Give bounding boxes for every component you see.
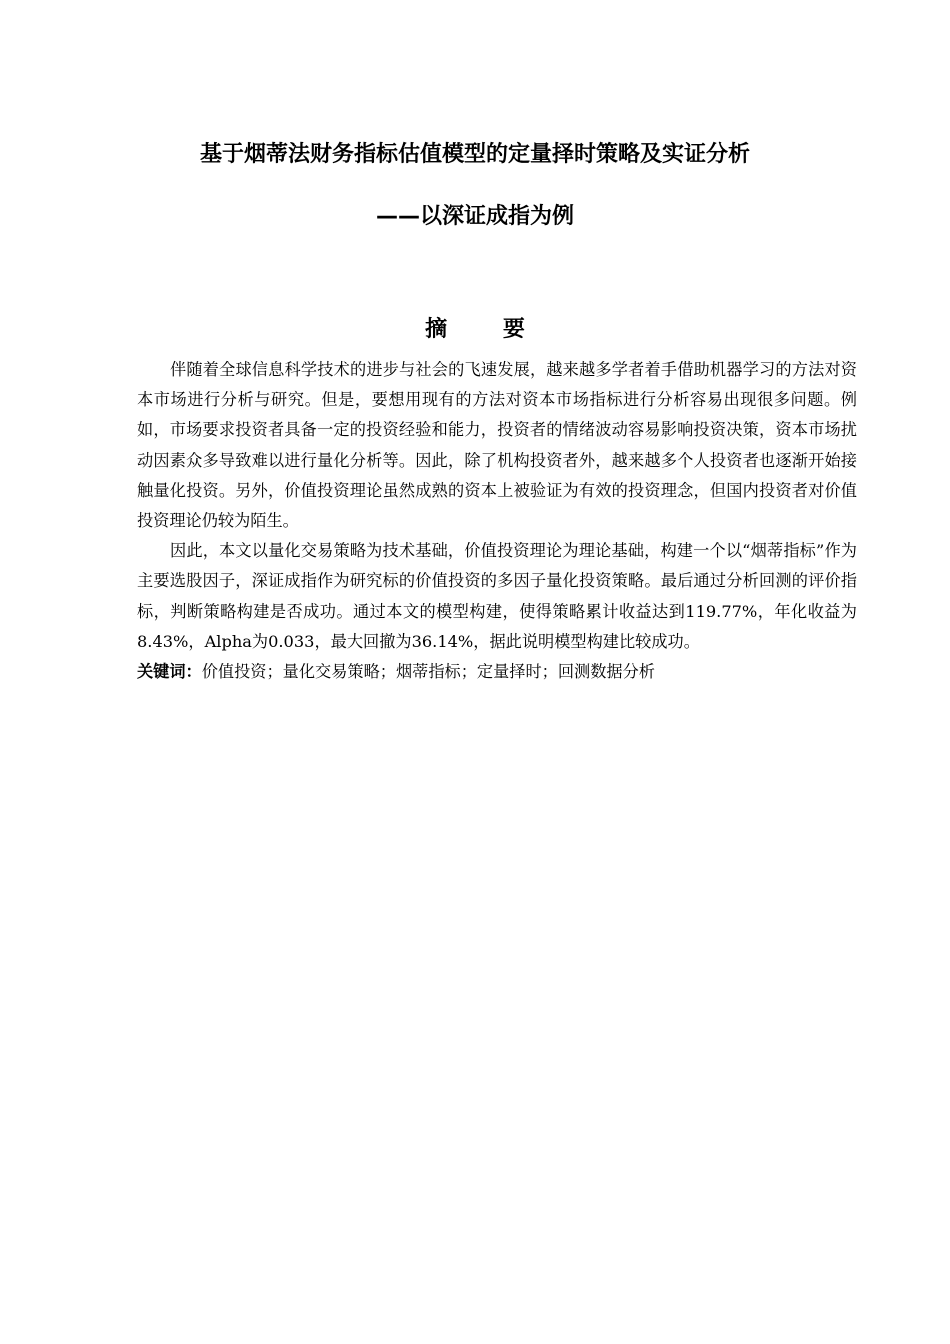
abstract-paragraph-2: 因此，本文以量化交易策略为技术基础，价值投资理论为理论基础，构建一个以“烟蒂指标”作为主要选股因子，深证成指作为研究标的价值投资的多因子量化投资策略。最后通过分析回测的评价指标，判断策略构建是否成功。通过本文的模型构建，使得策略累计收益达到119.77%，年化收益为8.43%，Alpha为0.033，最大回撤为36.14%，据此说明模型构建比较成功。 [137,541,857,651]
keywords-line [137,657,857,687]
paper-subtitle: ——以深证成指为例 [375,204,574,229]
abstract-paragraph-1: 伴随着全球信息科学技术的进步与社会的飞速发展，越来越多学者着手借助机器学习的方法对资本市场进行分析与研究。但是，要想用现有的方法对资本市场指标进行分析容易出现很多问题。例如，市场要求投资者具备一定的投资经验和能力，投资者的情绪波动容易影响投资决策，资本市场扰动因素众多导致难以进行量化分析等。因此，除了机构投资者外，越来越多个人投资者也逐渐开始接触量化投资。另外，价值投资理论虽然成熟的资本上被验证为有效的投资理念，但国内投资者对价值投资理论仍较为陌生。 [137,360,857,531]
abstract-heading: 摘 要 [425,317,549,342]
keywords-text: 价值投资；量化交易策略；烟蒂指标；定量择时；回测数据分析 [201,662,655,682]
abstract-body [137,355,857,687]
keywords-label: 关键词： [137,662,202,682]
paper-title: 基于烟蒂法财务指标估值模型的定量择时策略及实证分析 [199,142,750,167]
